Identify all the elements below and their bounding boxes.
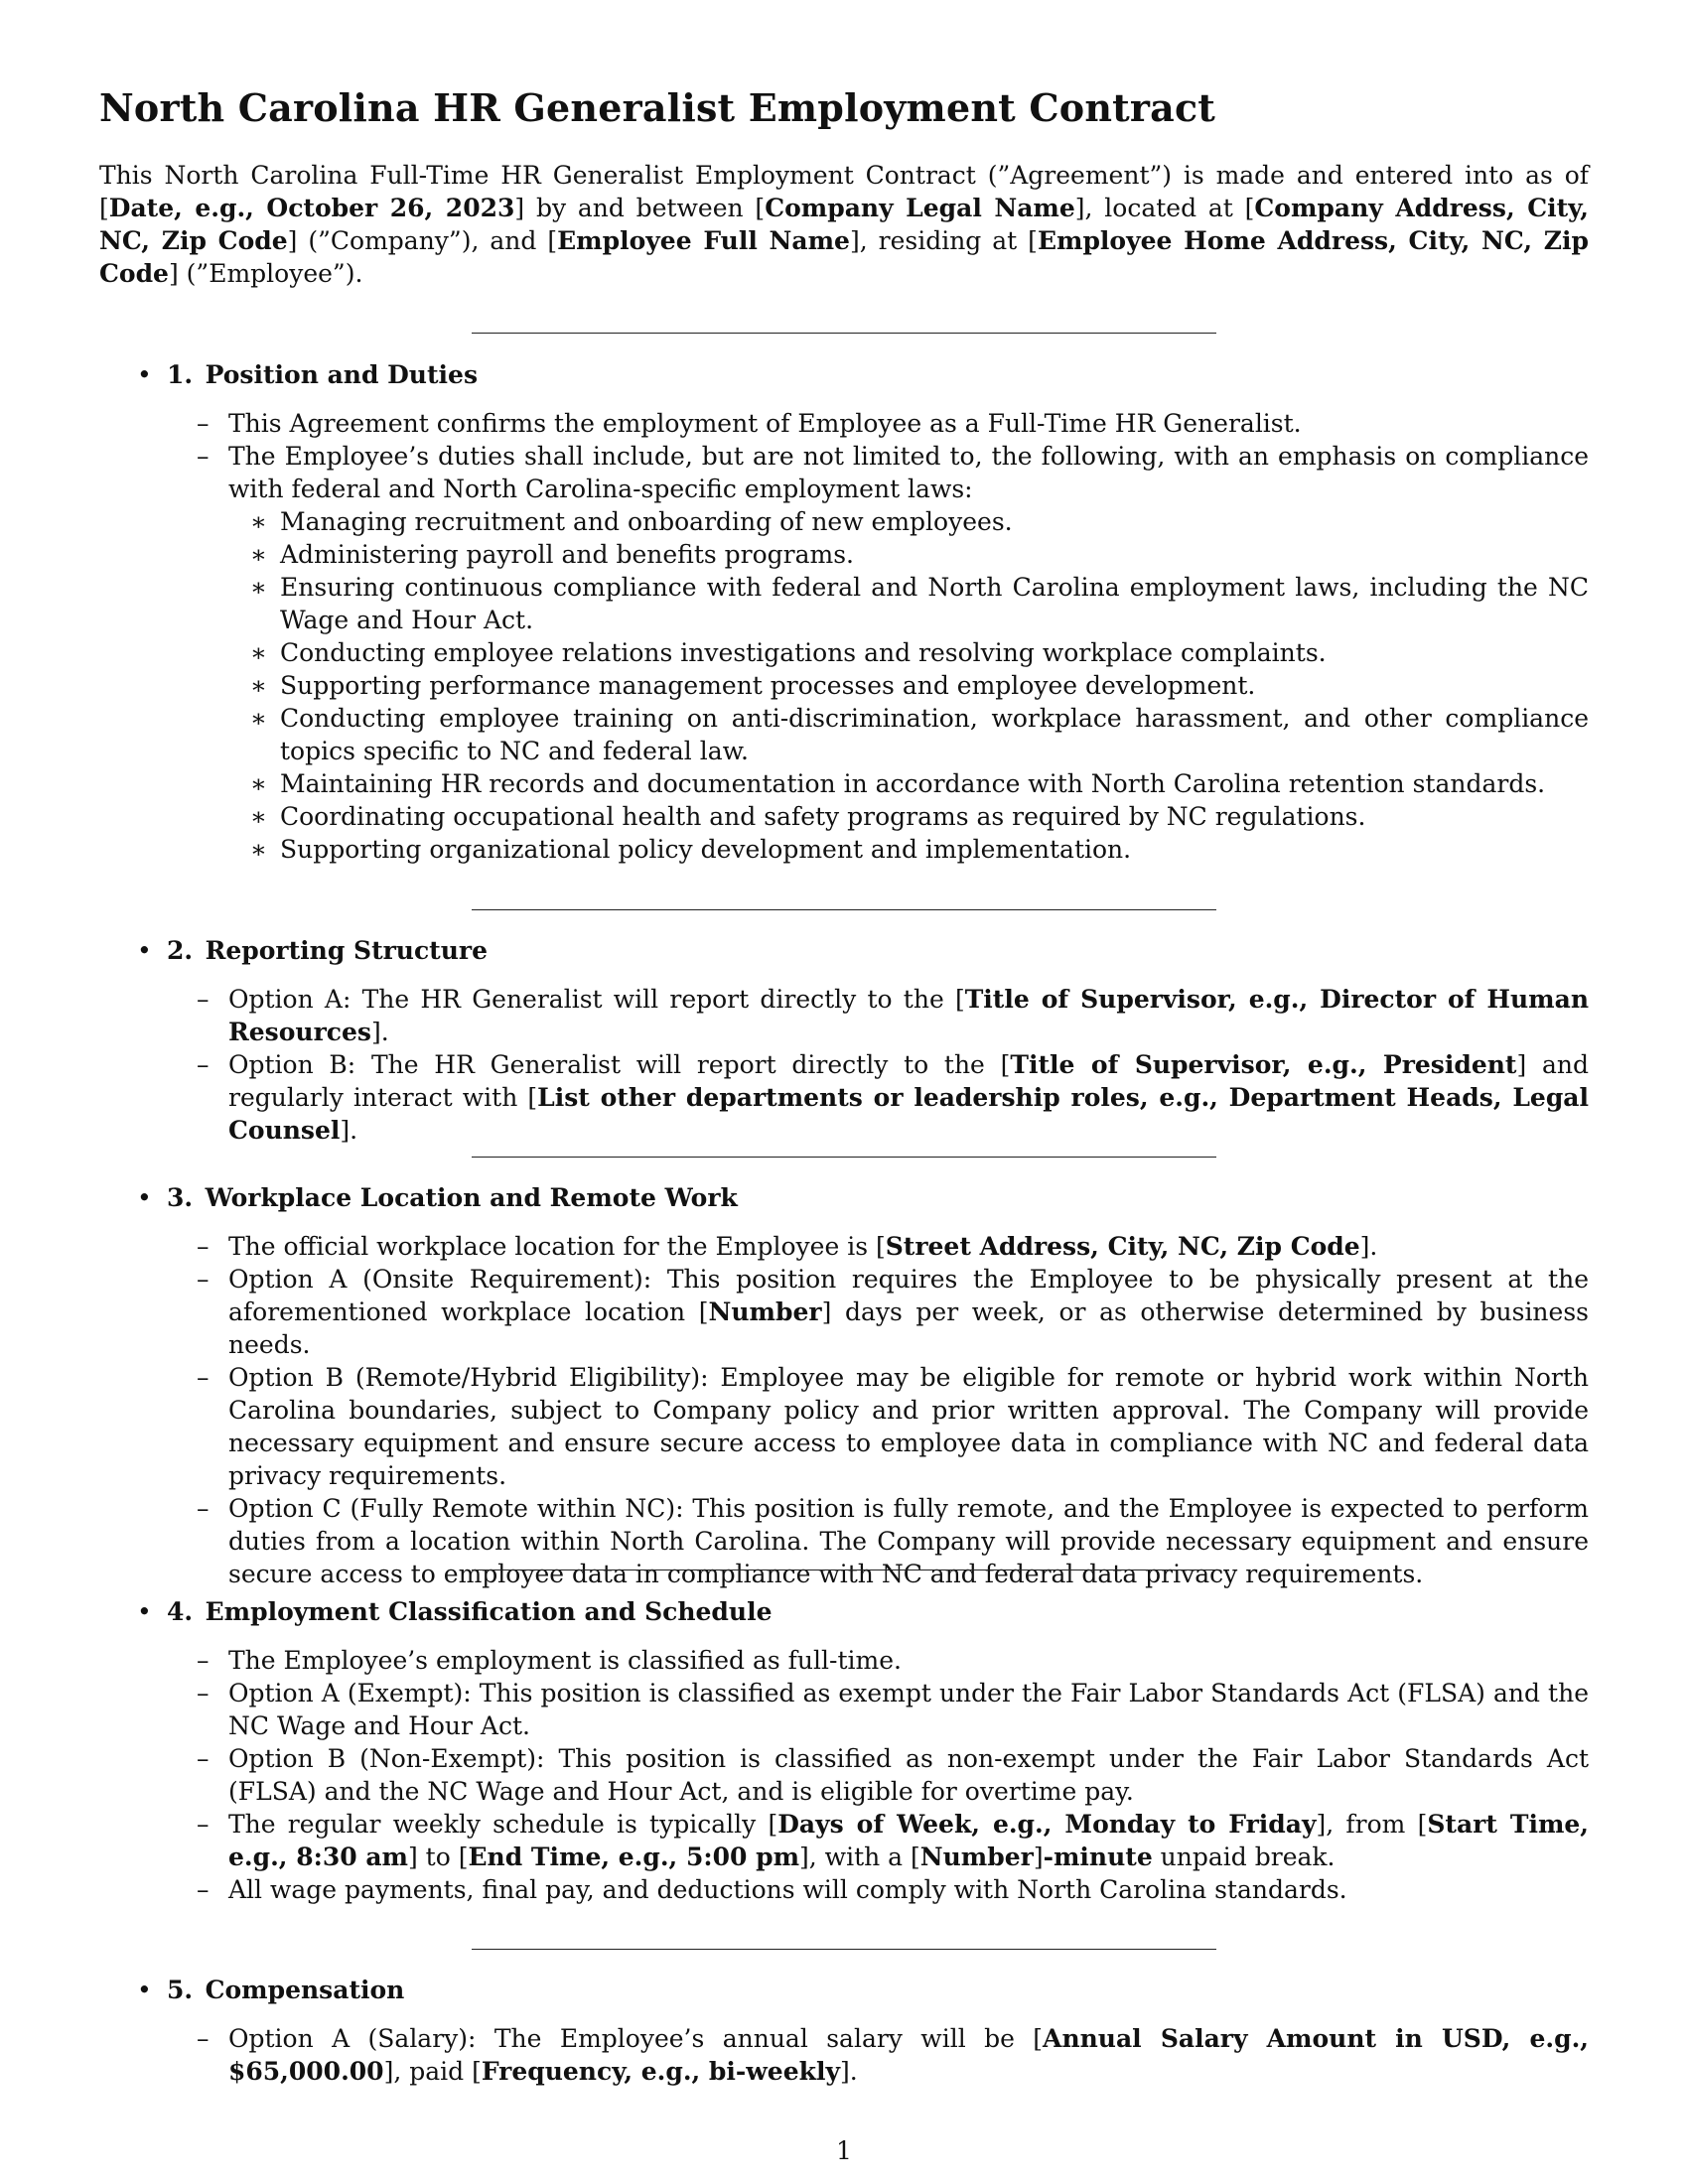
placeholder-field: End Time, e.g., 5:00 pm — [468, 1843, 800, 1871]
star-marker: ∗ — [250, 638, 267, 667]
text-run: This North Carolina Full-Time HR Generalist Employment Contract (”Agreement”) is made and entered into as of [ — [99, 161, 1589, 222]
text-run: ]. — [1359, 1232, 1378, 1261]
dash-marker: – — [197, 1744, 210, 1773]
sub-item-text: Supporting organizational policy development and implementation. — [280, 835, 1132, 864]
list-item — [99, 440, 1589, 505]
list-item — [99, 2022, 1589, 2088]
text-run: The official workplace location for the Employee is [ — [228, 1232, 886, 1261]
placeholder-field: Days of Week, e.g., Monday to Friday — [777, 1810, 1317, 1839]
placeholder-field: -minute — [1043, 1843, 1153, 1871]
section-heading — [99, 358, 1589, 391]
text-run: Option A: The HR Generalist will report directly to the [ — [228, 985, 965, 1014]
text-run: ]. — [370, 1018, 389, 1046]
section-heading — [99, 934, 1589, 967]
intro-paragraph — [99, 159, 1589, 290]
bullet-marker: • — [137, 1183, 152, 1212]
section-heading-text: 2. Reporting Structure — [167, 936, 488, 965]
section-heading-text: 3. Workplace Location and Remote Work — [167, 1183, 738, 1212]
list-item — [99, 1644, 1589, 1677]
placeholder-field: List other departments or leadership roles, e.g., Department Heads, Legal Counsel — [228, 1083, 1589, 1145]
star-marker: ∗ — [250, 802, 267, 831]
section-items — [99, 2022, 1589, 2088]
bullet-marker: • — [137, 360, 152, 389]
placeholder-field: Employee Full Name — [557, 226, 850, 255]
placeholder-field: Title of Supervisor, e.g., President — [1010, 1050, 1517, 1079]
placeholder-field: Number — [708, 1297, 822, 1326]
placeholder-field: Frequency, e.g., bi-weekly — [481, 2057, 840, 2086]
placeholder-field: Street Address, City, NC, Zip Code — [885, 1232, 1360, 1261]
section-2 — [99, 934, 1589, 1147]
section-divider — [472, 909, 1216, 910]
bullet-marker: • — [137, 1597, 152, 1626]
text-run: Option B (Remote/Hybrid Eligibility): Employee may be eligible for remote or hybrid work within North Carolina boundaries, subject to Company policy and prior written approval. The Company will provide necessary equipment and ensure secure access to employee data in compliance with NC and federal data privacy requirements. — [228, 1363, 1589, 1490]
section-items — [99, 1644, 1589, 1906]
text-run: Option C (Fully Remote within NC): This position is fully remote, and the Employee is expected to perform duties from a location within North Carolina. The Company will provide necessary equipment and ensure secure access to employee data in compliance with NC and federal data privacy requirements. — [228, 1494, 1589, 1588]
placeholder-field: Annual Salary Amount in USD, e.g., $65,000.00 — [228, 2024, 1590, 2086]
list-item — [99, 1677, 1589, 1742]
section-items — [99, 1230, 1589, 1590]
dash-marker: – — [197, 2024, 210, 2053]
sub-list-item — [99, 800, 1589, 833]
section-items — [99, 983, 1589, 1147]
text-run: ], located at [ — [1074, 194, 1255, 222]
dash-marker: – — [197, 1646, 210, 1675]
sub-item-text: Maintaining HR records and documentation in accordance with North Carolina retention standards. — [280, 769, 1546, 798]
dash-marker: – — [197, 1265, 210, 1294]
sub-list-item — [99, 669, 1589, 702]
section-items — [99, 407, 1589, 866]
text-run: ] days per week, or as otherwise determined by business needs. — [228, 1297, 1589, 1359]
placeholder-field: Number — [919, 1843, 1034, 1871]
text-run: ] and regularly interact with [ — [228, 1050, 1589, 1112]
page-number: 1 — [836, 2136, 852, 2165]
text-run: unpaid break. — [1152, 1843, 1336, 1871]
text-run: The Employee’s employment is classified as full-time. — [228, 1646, 902, 1675]
list-item — [99, 1808, 1589, 1873]
section-heading-text: 1. Position and Duties — [167, 360, 479, 389]
dash-marker: – — [197, 442, 210, 471]
text-run: This Agreement confirms the employment of Employee as a Full-Time HR Generalist. — [228, 409, 1302, 438]
text-run: ], with a [ — [799, 1843, 920, 1871]
text-run: Option B (Non-Exempt): This position is classified as non-exempt under the Fair Labor Standards Act (FLSA) and the NC Wage and Hour Act, and is eligible for overtime pay. — [228, 1744, 1589, 1806]
list-item — [99, 1492, 1589, 1590]
sub-item-text: Conducting employee relations investigations and resolving workplace complaints. — [280, 638, 1327, 667]
star-marker: ∗ — [250, 769, 267, 798]
section-5 — [99, 1974, 1589, 2088]
placeholder-field: Employee Home Address, City, NC, Zip Code — [99, 226, 1590, 288]
list-item — [99, 983, 1589, 1048]
text-run: ]. — [839, 2057, 858, 2086]
dash-marker: – — [197, 1050, 210, 1079]
section-1 — [99, 358, 1589, 866]
list-item — [99, 1873, 1589, 1906]
sub-list-item — [99, 833, 1589, 866]
sub-item-text: Coordinating occupational health and safety programs as required by NC regulations. — [280, 802, 1366, 831]
text-run: ], paid [ — [383, 2057, 482, 2086]
sub-item-text: Conducting employee training on anti-discrimination, workplace harassment, and other compliance topics specific to NC and federal law. — [280, 704, 1589, 765]
dash-marker: – — [197, 1494, 210, 1523]
list-item — [99, 1048, 1589, 1147]
text-run: ], from [ — [1316, 1810, 1428, 1839]
document-title: North Carolina HR Generalist Employment Contract — [99, 85, 1216, 130]
text-run: Option A (Exempt): This position is classified as exempt under the Fair Labor Standards Act (FLSA) and the NC Wage and Hour Act. — [228, 1679, 1589, 1740]
star-marker: ∗ — [250, 835, 267, 864]
dash-marker: – — [197, 409, 210, 438]
placeholder-field: Company Legal Name — [765, 194, 1075, 222]
placeholder-field: Company Address, City, NC, Zip Code — [99, 194, 1589, 255]
placeholder-field: Title of Supervisor, e.g., Director of Human Resources — [228, 985, 1589, 1046]
section-3 — [99, 1181, 1589, 1590]
text-run: ] — [1033, 1843, 1044, 1871]
section-heading-text: 4. Employment Classification and Schedule — [167, 1597, 773, 1626]
sub-item-text: Ensuring continuous compliance with federal and North Carolina employment laws, including the NC Wage and Hour Act. — [280, 573, 1589, 634]
text-run: Option A (Onsite Requirement): This position requires the Employee to be physically present at the aforementioned workplace location [ — [228, 1265, 1589, 1326]
text-run: The regular weekly schedule is typically [ — [228, 1810, 778, 1839]
sub-list-item — [99, 505, 1589, 538]
bullet-marker: • — [137, 1976, 152, 2004]
star-marker: ∗ — [250, 704, 267, 733]
section-heading — [99, 1181, 1589, 1214]
dash-marker: – — [197, 1875, 210, 1904]
sub-list-item — [99, 767, 1589, 800]
text-run: ], residing at [ — [849, 226, 1038, 255]
star-marker: ∗ — [250, 573, 267, 602]
dash-marker: – — [197, 1232, 210, 1261]
dash-marker: – — [197, 985, 210, 1014]
sub-list-item — [99, 636, 1589, 669]
list-item — [99, 407, 1589, 440]
section-divider — [472, 1949, 1216, 1950]
sub-list-item — [99, 571, 1589, 636]
section-heading — [99, 1595, 1589, 1628]
text-run: Option A (Salary): The Employee’s annual salary will be [ — [228, 2024, 1044, 2053]
text-run: ]. — [340, 1116, 358, 1145]
sub-list-item — [99, 702, 1589, 767]
section-heading — [99, 1974, 1589, 2006]
section-4 — [99, 1595, 1589, 1906]
text-run: ] by and between [ — [514, 194, 766, 222]
text-run: The Employee’s duties shall include, but are not limited to, the following, with an emphasis on compliance with federal and North Carolina-specific employment laws: — [228, 442, 1589, 503]
text-run: ] to [ — [407, 1843, 469, 1871]
bullet-marker: • — [137, 936, 152, 965]
sub-item-text: Supporting performance management processes and employee development. — [280, 671, 1256, 700]
section-divider — [472, 333, 1216, 334]
sub-item-text: Administering payroll and benefits programs. — [280, 540, 854, 569]
list-item — [99, 1230, 1589, 1263]
sub-item-text: Managing recruitment and onboarding of new employees. — [280, 507, 1013, 536]
star-marker: ∗ — [250, 540, 267, 569]
list-item — [99, 1361, 1589, 1492]
text-run: All wage payments, final pay, and deductions will comply with North Carolina standards. — [228, 1875, 1347, 1904]
placeholder-field: Date, e.g., October 26, 2023 — [108, 194, 515, 222]
section-heading-text: 5. Compensation — [167, 1976, 405, 2004]
section-divider — [472, 1157, 1216, 1158]
text-run: Option B: The HR Generalist will report directly to the [ — [228, 1050, 1011, 1079]
contract-page — [99, 0, 1589, 2184]
dash-marker: – — [197, 1363, 210, 1392]
text-run: ] (”Employee”). — [168, 259, 363, 288]
dash-marker: – — [197, 1810, 210, 1839]
dash-marker: – — [197, 1679, 210, 1707]
list-item — [99, 1742, 1589, 1808]
text-run: ] (”Company”), and [ — [287, 226, 558, 255]
list-item — [99, 1263, 1589, 1361]
star-marker: ∗ — [250, 507, 267, 536]
placeholder-field: Start Time, e.g., 8:30 am — [228, 1810, 1590, 1871]
sub-list-item — [99, 538, 1589, 571]
star-marker: ∗ — [250, 671, 267, 700]
